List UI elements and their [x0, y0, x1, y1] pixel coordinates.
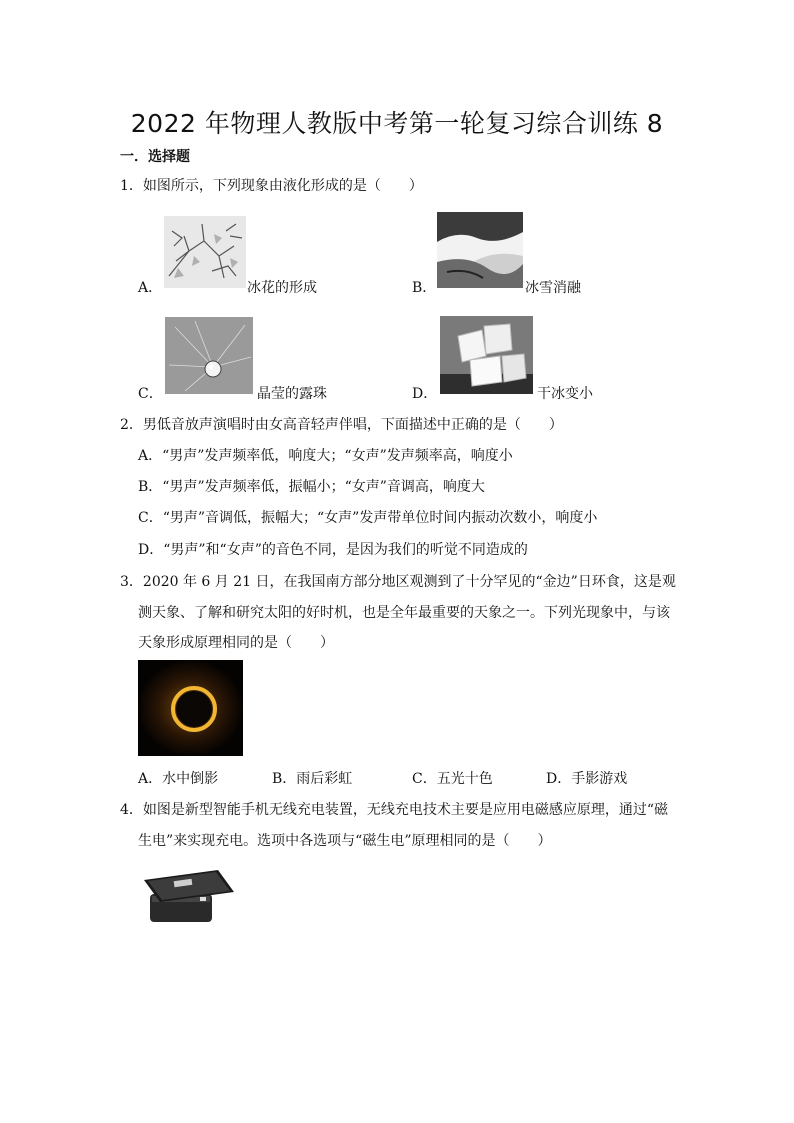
q3-option-d: D．手影游戏: [546, 771, 628, 787]
dew-drop-image: [165, 317, 253, 394]
question-3-stem-line-2: 测天象、了解和研究太阳的好时机，也是全年最重要的天象之一。下列光现象中，与该: [138, 605, 670, 621]
q1-option-c-letter: C．: [138, 386, 163, 402]
solar-eclipse-image: [138, 660, 243, 756]
q2-option-c: C．“男声”音调低，振幅大；“女声”发声带单位时间内振动次数小，响度小: [138, 510, 598, 526]
q2-option-b: B．“男声”发声频率低，振幅小；“女声”音调高，响度大: [138, 479, 485, 495]
q1-option-a-caption: 冰花的形成: [247, 280, 317, 296]
question-1-stem: 1．如图所示，下列现象由液化形成的是（ ）: [120, 178, 423, 194]
ice-flower-image: [164, 216, 246, 288]
q3-option-a: A．水中倒影: [138, 771, 219, 787]
q3-option-c: C．五光十色: [412, 771, 493, 787]
q2-option-a: A．“男声”发声频率低，响度大；“女声”发声频率高，响度小: [138, 448, 513, 464]
q1-option-d-letter: D．: [412, 386, 438, 402]
wireless-charger-image: [140, 862, 238, 927]
dry-ice-image: [440, 316, 533, 394]
q3-option-b: B．雨后彩虹: [272, 771, 353, 787]
melting-snow-image: [437, 212, 523, 288]
question-3-stem-line-3: 天象形成原理相同的是（ ）: [138, 635, 334, 651]
q1-option-b-caption: 冰雪消融: [525, 280, 581, 296]
question-2-stem: 2．男低音放声演唱时由女高音轻声伴唱，下面描述中正确的是（ ）: [120, 417, 563, 433]
page-title: 2022 年物理人教版中考第一轮复习综合训练 8: [130, 109, 664, 138]
q1-option-c-caption: 晶莹的露珠: [257, 386, 327, 402]
q2-option-d: D．“男声”和“女声”的音色不同，是因为我们的听觉不同造成的: [138, 542, 528, 558]
question-3-stem-line-1: 3．2020 年 6 月 21 日，在我国南方部分地区观测到了十分罕见的“金边”日环食，这是观: [120, 574, 676, 590]
section-heading: 一．选择题: [120, 149, 190, 165]
question-4-stem-line-2: 生电”来实现充电。选项中各选项与“磁生电”原理相同的是（ ）: [138, 833, 552, 849]
question-4-stem-line-1: 4．如图是新型智能手机无线充电装置，无线充电技术主要是应用电磁感应原理，通过“磁: [120, 802, 669, 818]
q1-option-a-letter: A．: [138, 280, 163, 296]
q1-option-b-letter: B．: [412, 280, 437, 296]
q1-option-d-caption: 干冰变小: [537, 386, 593, 402]
